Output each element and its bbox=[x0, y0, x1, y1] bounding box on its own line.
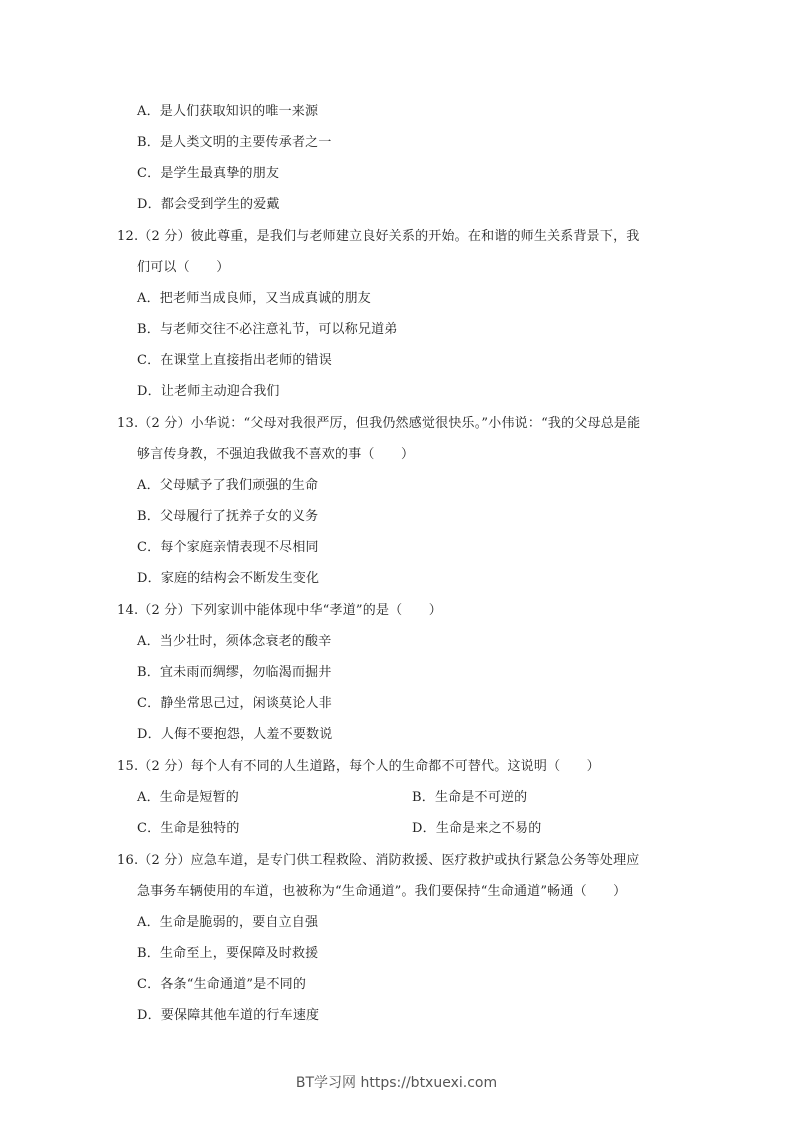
question-12-option-b: B．与老师交往不必注意礼节，可以称兄道弟 bbox=[137, 322, 398, 337]
question-12-option-a: A．把老师当成良师，又当成真诚的朋友 bbox=[137, 291, 371, 306]
question-14-option-d: D．人侮不要抱怨，人羞不要数说 bbox=[137, 727, 333, 742]
question-16-option-c: C．各条“生命通道”是不同的 bbox=[137, 977, 307, 992]
question-11-option-a: A．是人们获取知识的唯一来源 bbox=[137, 104, 319, 119]
question-13-stem-continued: 够言传身教，不强迫我做我不喜欢的事（ ） bbox=[137, 447, 415, 462]
question-14-option-a: A．当少壮时，须体念衰老的酸辛 bbox=[137, 634, 332, 649]
question-13-option-c: C．每个家庭亲情表现不尽相同 bbox=[137, 540, 319, 555]
question-12-stem-continued: 们可以（ ） bbox=[137, 260, 230, 275]
footer-watermark: BT学习网 https://btxuexi.com bbox=[295, 1075, 498, 1091]
question-13-option-d: D．家庭的结构会不断发生变化 bbox=[137, 571, 320, 586]
question-13-option-b: B．父母履行了抚养子女的义务 bbox=[137, 509, 319, 524]
question-15-option-b: B．生命是不可逆的 bbox=[412, 790, 528, 805]
question-15-option-d: D．生命是来之不易的 bbox=[412, 821, 542, 836]
question-11-option-b: B．是人类文明的主要传承者之一 bbox=[137, 135, 332, 150]
question-15-option-a: A．生命是短暂的 bbox=[137, 790, 239, 805]
question-12-option-d: D．让老师主动迎合我们 bbox=[137, 384, 280, 399]
question-16-option-a: A．生命是脆弱的，要自立自强 bbox=[137, 915, 319, 930]
question-16-stem: 16.（2 分）应急车道，是专门供工程救险、消防救援、医疗救护或执行紧急公务等处理应 bbox=[117, 853, 640, 868]
question-16-option-d: D．要保障其他车道的行车速度 bbox=[137, 1008, 320, 1023]
question-11-option-d: D．都会受到学生的爱戴 bbox=[137, 197, 280, 212]
question-16-stem-continued: 急事务车辆使用的车道，也被称为“生命通道”。我们要保持“生命通道”畅通（ ） bbox=[137, 884, 627, 899]
question-16-option-b: B．生命至上，要保障及时救援 bbox=[137, 946, 319, 961]
question-11-option-c: C．是学生最真挚的朋友 bbox=[137, 166, 280, 181]
question-12-stem: 12.（2 分）彼此尊重，是我们与老师建立良好关系的开始。在和谐的师生关系背景下，我 bbox=[117, 229, 640, 244]
question-15-stem: 15.（2 分）每个人有不同的人生道路，每个人的生命都不可替代。这说明（ ） bbox=[117, 759, 600, 774]
question-13-stem: 13.（2 分）小华说：“父母对我很严厉，但我仍然感觉很快乐。”小伟说：“我的父母总是能 bbox=[117, 416, 641, 431]
question-13-option-a: A．父母赋予了我们顽强的生命 bbox=[137, 478, 319, 493]
question-14-option-c: C．静坐常思己过，闲谈莫论人非 bbox=[137, 696, 332, 711]
question-14-stem: 14.（2 分）下列家训中能体现中华“孝道”的是（ ） bbox=[117, 603, 442, 618]
question-12-option-c: C．在课堂上直接指出老师的错误 bbox=[137, 353, 332, 368]
question-15-option-c: C．生命是独特的 bbox=[137, 821, 240, 836]
question-14-option-b: B．宜未雨而绸缪，勿临渴而掘井 bbox=[137, 665, 332, 680]
